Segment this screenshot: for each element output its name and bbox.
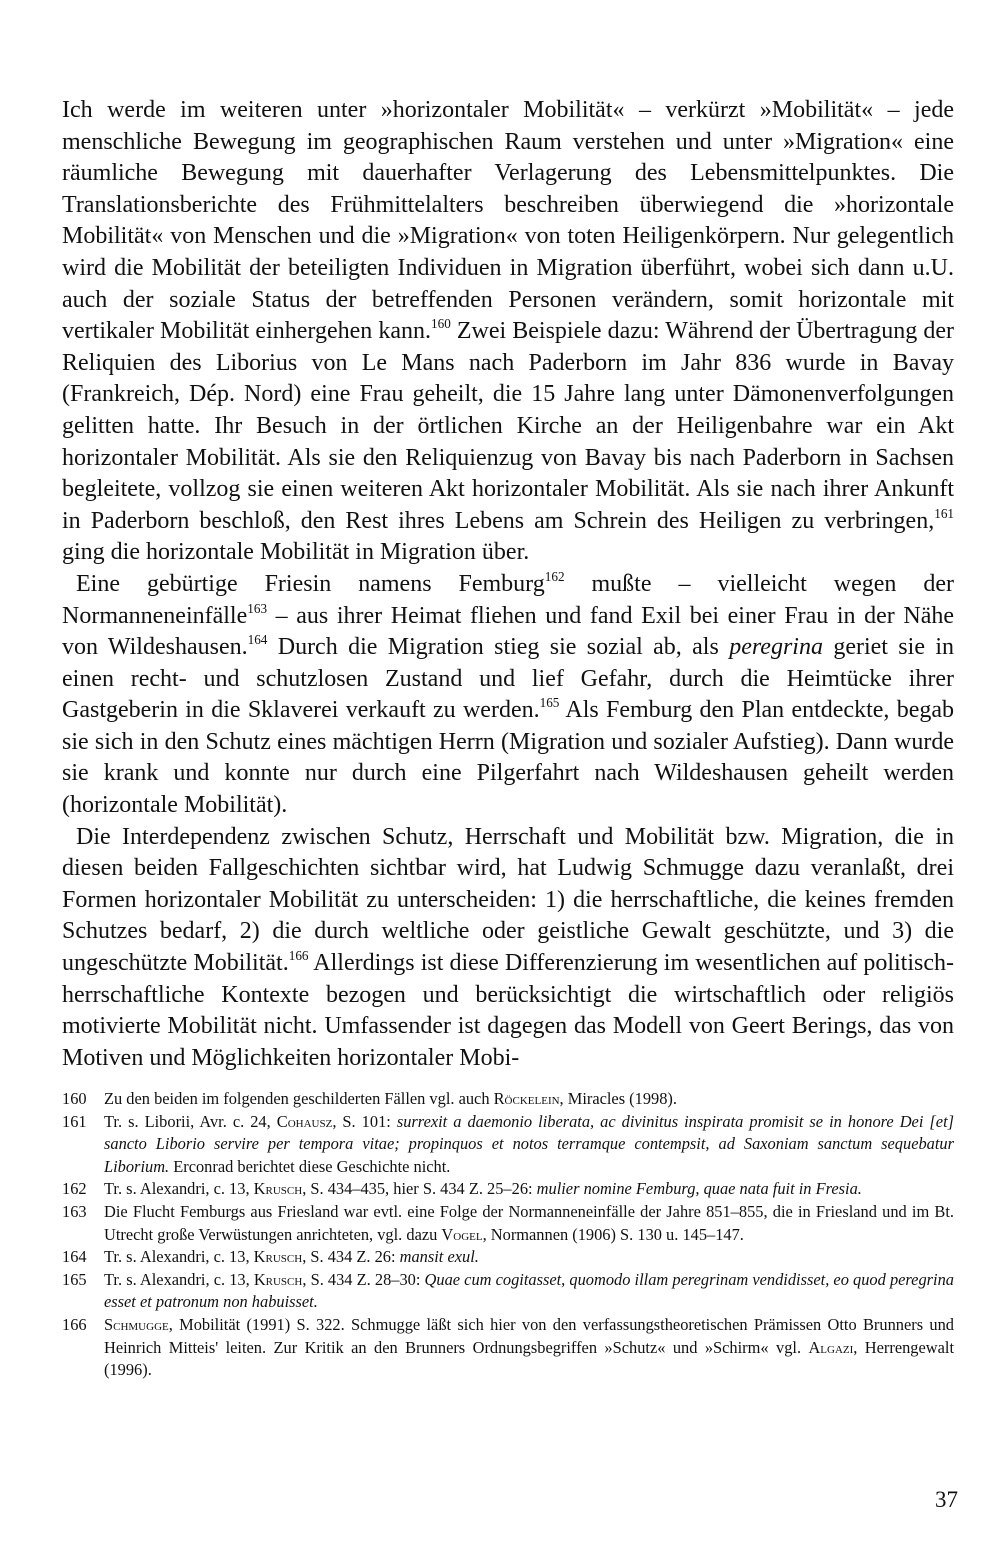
footnote-160	[62, 1088, 954, 1111]
latin-quote: Quae cum cogitasset, quomodo illam peregrinam vendidisset, eo quod peregrina esset et patronum non habuisset.	[104, 1269, 954, 1312]
text-run: Als Femburg den Plan entdeckte, begab sie sich in den Schutz eines mächtigen Herrn (Migration und sozialer Aufstieg). Dann wurde sie krank und konnte nur durch eine Pilgerfahrt nach Wildeshausen geheilt werden (horizontale Mobilität).	[62, 697, 954, 819]
italic-term: peregrina	[729, 634, 823, 661]
text-run: , Mobilität (1991) S. 322. Schmugge läßt sich hier von den verfassungstheoretischen Prämissen Otto Brunners und Heinrich Mitteis' leiten. Zur Kritik an den Brunners Ordnungsbegriffen »Schutz« und »Schirm« vgl.	[104, 1314, 954, 1357]
footnote-number: 166	[62, 1314, 87, 1334]
author-name: Schmugge	[104, 1314, 169, 1334]
author-name: Algazi	[808, 1337, 854, 1357]
text-run: Eine gebürtige Friesin namens Femburg	[76, 570, 545, 597]
footnote-163	[62, 1201, 954, 1246]
text-run: , S. 101:	[332, 1111, 397, 1131]
footnote-number: 164	[62, 1247, 87, 1267]
text-run: Tr. s. Alexandri, c. 13,	[104, 1269, 254, 1289]
footnote-text	[104, 1269, 954, 1314]
text-run: Ich werde im weiteren unter »horizontaler Mobilität« – verkürzt »Mobilität« – jede menschliche Bewegung im geographischen Raum verstehen und unter »Migration« eine räumliche Bewegung mit dauerhafter Verlagerung des Lebensmittelpunktes. Die Translationsberichte des Frühmittelalters beschreiben überwiegend die »horizontale Mobilität« von Menschen und die »Migration« von toten Heiligenkörpern. Nur gelegentlich wird die Mobilität der beteiligten Individuen in Migration überführt, wobei sich dann u.U. auch der soziale Status der betreffenden Personen verändern, somit horizontale mit vertikaler Mobilität einhergehen kann.	[62, 97, 954, 345]
footnote-text	[104, 1088, 954, 1111]
text-run: , Miracles (1998).	[559, 1089, 677, 1108]
text-run: Tr. s. Alexandri, c. 13,	[104, 1247, 254, 1267]
text-run: Zu den beiden im folgenden geschilderten Fällen vgl. auch	[104, 1089, 494, 1108]
text-run: , S. 434 Z. 26:	[302, 1247, 400, 1267]
text-run: Die Interdependenz zwischen Schutz, Herrschaft und Mobilität bzw. Migration, die in diesen beiden Fallgeschichten sichtbar wird, hat Ludwig Schmugge dazu veranlaßt, drei Formen horizontaler Mobilität zu unterscheiden: 1) die herrschaftliche, die keines fremden Schutzes bedarf, 2) die durch weltliche oder geistliche Gewalt geschützte, und 3) die ungeschützte Mobilität.	[62, 823, 954, 977]
text-run: ging die horizontale Mobilität in Migration über.	[62, 539, 530, 566]
footnote-number: 165	[62, 1269, 87, 1289]
footnote-number: 161	[62, 1111, 87, 1131]
footnote-text	[104, 1178, 954, 1201]
footnote-166	[62, 1314, 954, 1382]
paragraph-2	[62, 569, 954, 822]
main-text	[62, 95, 954, 1074]
latin-quote: mulier nomine Femburg, quae nata fuit in Fresia.	[536, 1179, 862, 1199]
text-run: Allerdings ist diese Differenzierung im wesentlichen auf politisch-herrschaftliche Kontexte bezogen und berücksichtigt die wirtschaftlich oder religiös motivierte Mobilität nicht. Umfassender ist dagegen das Modell von Geert Berings, das von Motiven und Möglichkeiten horizontaler Mobi-	[62, 950, 954, 1071]
footnote-162	[62, 1178, 954, 1201]
paragraph-3	[62, 822, 954, 1075]
text-run: geriet sie in einen recht- und schutzlosen Zustand und lief Gefahr, durch die Heimtücke ihrer Gastgeberin in die Sklaverei verkauft zu werden.	[62, 634, 954, 724]
footnote-ref-160[interactable]: 160	[431, 316, 451, 332]
footnote-text	[104, 1111, 954, 1179]
text-run: , Normannen (1906) S. 130 u. 145–147.	[482, 1224, 744, 1244]
footnote-ref-161[interactable]: 161	[934, 505, 954, 521]
text-run: , Herrengewalt (1996).	[104, 1337, 954, 1380]
footnote-text	[104, 1246, 954, 1269]
author-name: Röckelein	[493, 1089, 560, 1108]
footnote-number: 160	[62, 1089, 87, 1108]
text-run: Die Flucht Femburgs aus Friesland war evtl. eine Folge der Normanneneinfälle der Jahre 851–855, die in Friesland und im Bt. Utrecht große Verwüstungen anrichteten, vgl. dazu	[104, 1201, 954, 1244]
footnote-164	[62, 1246, 954, 1269]
text-run: Erconrad berichtet diese Geschichte nicht.	[169, 1156, 451, 1176]
footnote-number: 163	[62, 1201, 87, 1221]
footnote-text	[104, 1314, 954, 1382]
latin-quote: surrexit a daemonio liberata, ac divinitus inspirata promisit se in honore Dei [et] sancto Liborio servire per tempora vitae; propinquos et notos terramque contempsit, ad Saxoniam sanctum sequebatur Liborium.	[104, 1111, 954, 1176]
author-name: Krusch	[253, 1247, 303, 1267]
footnote-165	[62, 1269, 954, 1314]
footnote-ref-162[interactable]: 162	[544, 569, 565, 585]
page-number: 37	[935, 1487, 958, 1512]
author-name: Vogel	[441, 1224, 483, 1244]
text-run: Tr. s. Liborii, Avr. c. 24,	[104, 1111, 277, 1131]
text-run: Tr. s. Alexandri, c. 13,	[104, 1179, 254, 1199]
text-run: Zwei Beispiele dazu: Während der Übertragung der Reliquien des Liborius von Le Mans nach Paderborn im Jahr 836 wurde in Bavay (Frankreich, Dép. Nord) eine Frau geheilt, die 15 Jahre lang unter Dämonenverfolgungen gelitten hatte. Ihr Besuch in der örtlichen Kirche an der Heiligenbahre war ein Akt horizontaler Mobilität. Als sie den Reliquienzug von Bavay bis nach Paderborn in Sachsen begleitete, vollzog sie einen weiteren Akt horizontaler Mobilität. Als sie nach ihrer Ankunft in Paderborn beschloß, den Rest ihres Lebens am Schrein des Heiligen zu verbringen,	[62, 318, 955, 534]
author-name: Krusch	[253, 1269, 303, 1289]
author-name: Cohausz	[276, 1111, 333, 1131]
footnote-ref-163[interactable]: 163	[247, 600, 268, 616]
text-run: , S. 434–435, hier S. 434 Z. 25–26:	[302, 1179, 537, 1199]
footnotes	[62, 1088, 954, 1382]
text-run: , S. 434 Z. 28–30:	[302, 1269, 425, 1289]
footnote-number: 162	[62, 1179, 87, 1199]
footnote-ref-166[interactable]: 166	[288, 948, 309, 964]
text-run: Durch die Migration stieg sie sozial ab, als	[267, 634, 730, 661]
text-run: – aus ihrer Heimat fliehen und fand Exil bei einer Frau in der Nähe von Wildeshausen.	[62, 602, 954, 661]
footnote-ref-164[interactable]: 164	[247, 632, 268, 648]
text-run: mußte – vielleicht wegen der Normanneneinfälle	[62, 570, 954, 629]
footnote-text	[104, 1201, 954, 1246]
paragraph-1	[62, 95, 954, 569]
footnote-161	[62, 1111, 954, 1179]
author-name: Krusch	[253, 1179, 303, 1199]
footnote-ref-165[interactable]: 165	[539, 695, 560, 711]
latin-quote: mansit exul.	[399, 1247, 479, 1267]
